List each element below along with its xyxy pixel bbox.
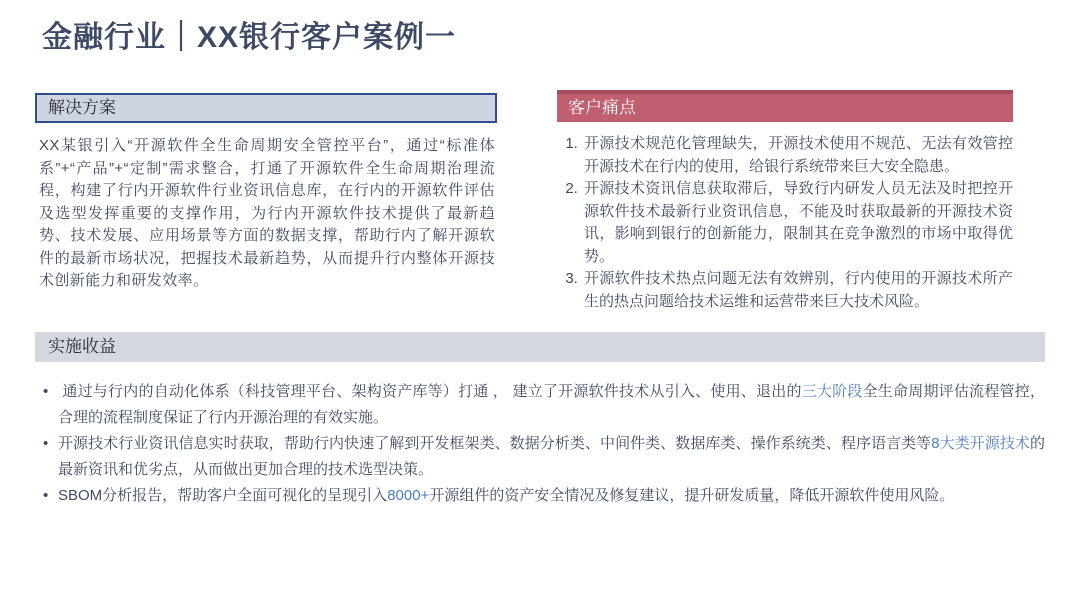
solution-header-label: 解决方案	[48, 98, 116, 117]
benefit-highlight: 三大阶段	[801, 383, 863, 400]
benefit-text: 通过与行内的自动化体系（科技管理平台、架构资产库等）打通 ， 建立了开源软件技术从引入、使用、退出的	[58, 383, 802, 400]
benefits-header-label: 实施收益	[48, 337, 116, 356]
benefits-list	[35, 379, 1045, 509]
pain-point-item-1: 1. 开源技术规范化管理缺失，开源技术使用不规范、无法有效管控开源技术在行内的使用，给银行系统带来巨大安全隐患。	[582, 133, 1013, 178]
solution-header	[35, 93, 497, 123]
benefit-item-1	[35, 379, 1045, 431]
benefit-text: 开源技术行业资讯信息实时获取，帮助行内快速了解到开发框架类、数据分析类、中间件类、数据库类、操作系统类、程序语言类等	[58, 435, 932, 452]
benefit-text: 全生命周期评估流程管控，合理的流程制度保证了行内开源治理的有效实施。	[58, 383, 1045, 426]
pain-points-list	[557, 133, 1013, 313]
pain-points-header-label: 客户痛点	[568, 98, 636, 117]
benefit-text: 的最新资讯和优劣点，从而做出更加合理的技术选型决策。	[58, 435, 1045, 478]
pain-point-item-2: 2. 开源技术资讯信息获取滞后，导致行内研发人员无法及时把控开源软件技术最新行业资讯信息，不能及时获取最新的开源技术资讯，影响到银行的创新能力，限制其在竞争激烈的市场中取得优势。	[582, 178, 1013, 268]
benefits-section	[35, 332, 1045, 509]
page-title: 金融行业｜XX银行客户案例一	[42, 21, 457, 54]
pain-point-item-3: 3. 开源软件技术热点问题无法有效辨别，行内使用的开源技术所产生的热点问题给技术运维和运营带来巨大技术风险。	[582, 268, 1013, 313]
solution-body-text: XX某银引入“开源软件全生命周期安全管控平台”，通过“标准体系”+“产品”+“定制”需求整合，打通了开源软件全生命周期治理流程，构建了行内开源软件行业资讯信息库，在行内的开源软件评估及选型发挥重要的支撑作用，为行内开源软件技术提供了最新趋势、技术发展、应用场景等方面的数据支撑，帮助行内了解开源软件的最新市场状况，把握技术最新趋势，从而提升行内整体开源技术创新能力和研发效率。	[39, 137, 495, 289]
benefits-header	[35, 332, 1045, 362]
benefit-highlight: 8大类开源技术	[931, 435, 1030, 452]
two-column-area	[35, 90, 1045, 313]
benefit-item-2	[35, 431, 1045, 483]
benefit-text: SBOM分析报告，帮助客户全面可视化的呈现引入	[58, 487, 388, 504]
solution-section	[35, 90, 497, 293]
benefit-item-3	[35, 483, 1045, 509]
benefit-highlight: 8000+	[387, 487, 430, 504]
benefit-text: 开源组件的资产安全情况及修复建议，提升研发质量，降低开源软件使用风险。	[429, 487, 955, 504]
pain-points-section	[557, 90, 1013, 313]
pain-points-header	[557, 90, 1013, 122]
